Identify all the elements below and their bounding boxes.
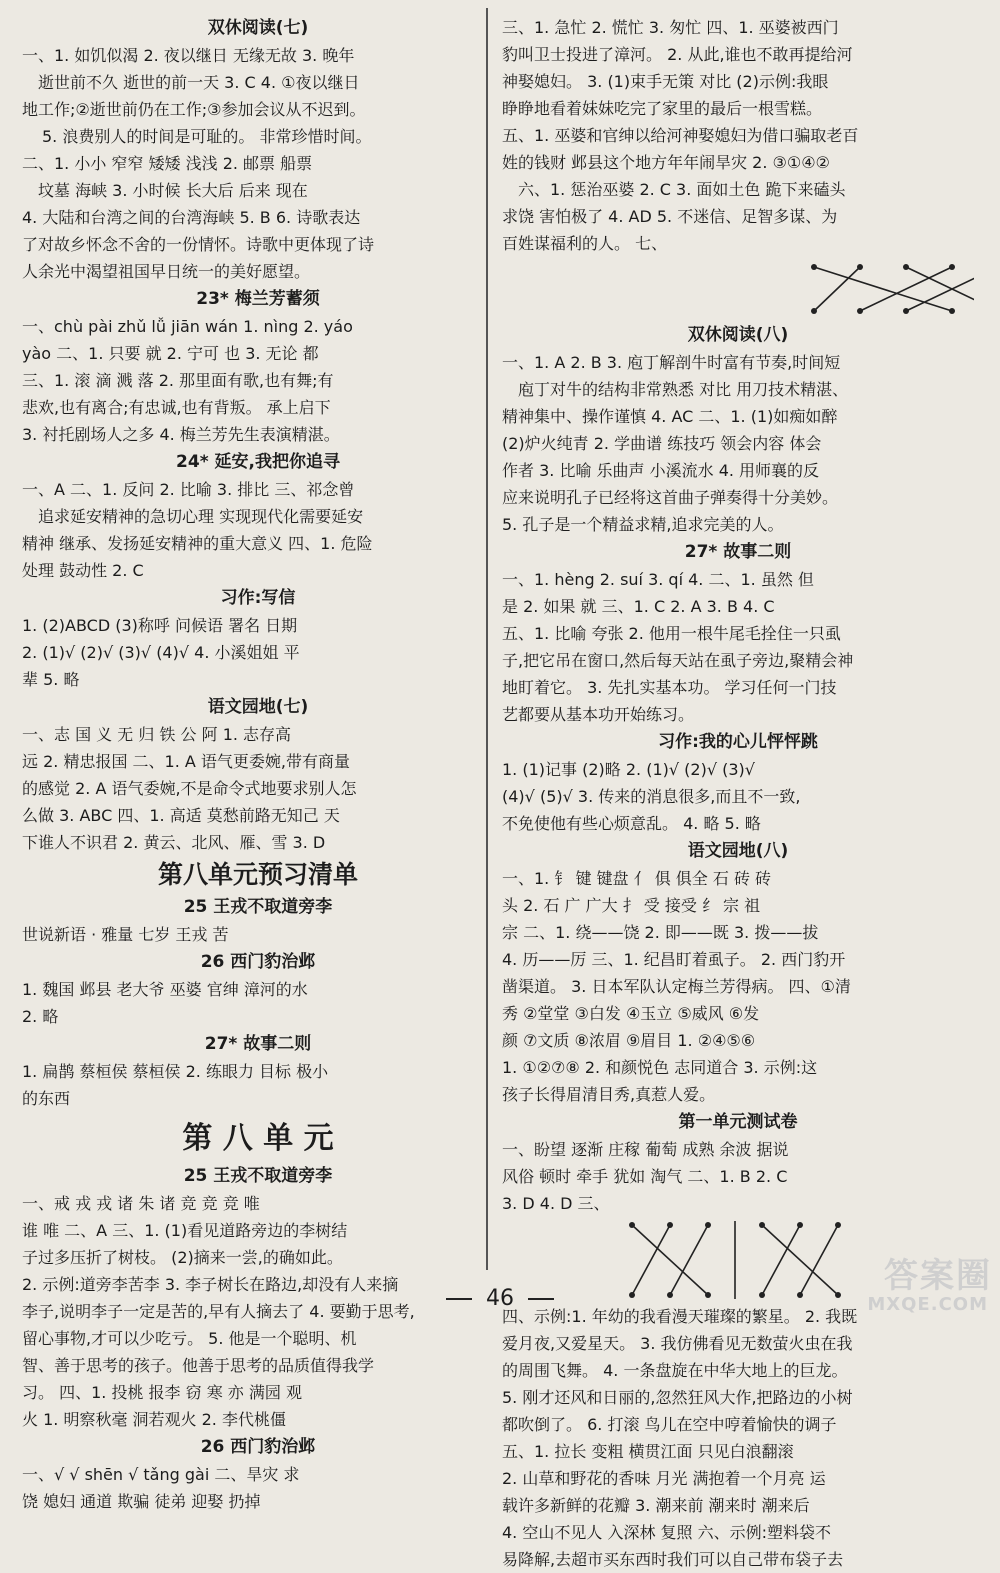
answer-line: 五、1. 拉长 变粗 横贯江面 只见白浪翻滚 bbox=[502, 1442, 794, 1461]
matching-dot bbox=[667, 1222, 673, 1228]
answer-line: 孩子长得眉清目秀,真惹人爱。 bbox=[502, 1085, 716, 1104]
answer-line: 5. 刚才还风和日丽的,忽然狂风大作,把路边的小树 bbox=[502, 1388, 853, 1407]
answer-line: 颜 ⑦文质 ⑧浓眉 ⑨眉目 1. ②④⑤⑥ bbox=[502, 1031, 756, 1050]
matching-dot bbox=[705, 1222, 711, 1228]
section-heading: 27* 故事二则 bbox=[684, 542, 792, 562]
answer-line: 3. 衬托剧场人之多 4. 梅兰芳先生表演精湛。 bbox=[22, 425, 340, 444]
matching-dot bbox=[835, 1222, 841, 1228]
answer-line: 百姓谋福利的人。 七、 bbox=[502, 234, 668, 253]
page-dash-right bbox=[528, 1298, 554, 1300]
section-heading: 27* 故事二则 bbox=[204, 1034, 312, 1054]
answer-line: 精神集中、操作谨慎 4. AC 二、1. (1)如痴如醉 bbox=[502, 407, 838, 426]
answer-line: 的周围飞舞。 4. 一条盘旋在中华大地上的巨龙。 bbox=[502, 1361, 848, 1380]
answer-line: 饶 媳妇 通道 欺骗 徒弟 迎娶 扔掉 bbox=[22, 1492, 261, 1511]
answer-line: 睁睁地看着妹妹吃完了家里的最后一根雪糕。 bbox=[502, 99, 823, 118]
answer-line: 子过多压折了树枝。 (2)摘来一尝,的确如此。 bbox=[22, 1248, 343, 1267]
answer-line: 一、chù pài zhǔ lǚ jiān wán 1. nìng 2. yáo bbox=[22, 317, 353, 336]
answer-line: 作者 3. 比喻 乐曲声 小溪流水 4. 用师襄的反 bbox=[502, 461, 820, 480]
answer-line: 逝世前不久 逝世的前一天 3. C 4. ①夜以继日 bbox=[38, 73, 360, 92]
watermark-logo bbox=[842, 1256, 992, 1320]
answer-line: 地盯着它。 3. 先扎实基本功。 学习任何一门技 bbox=[502, 678, 837, 697]
answer-line: 智、善于思考的孩子。他善于思考的品质值得我学 bbox=[22, 1356, 375, 1375]
answer-line: 5. 浪费别人的时间是可耻的。 非常珍惜时间。 bbox=[42, 127, 372, 146]
answer-line: 五、1. 巫婆和官绅以给河神娶媳妇为借口骗取老百 bbox=[502, 126, 859, 145]
answer-line: 秀 ②堂堂 ③白发 ④玉立 ⑤威风 ⑥发 bbox=[502, 1004, 760, 1023]
answer-line: 载许多新鲜的花瓣 3. 潮来前 潮来时 潮来后 bbox=[502, 1496, 810, 1515]
section-heading: 第八单元预习清单 bbox=[157, 860, 358, 889]
answer-line: 1. 扁鹊 蔡桓侯 蔡桓侯 2. 练眼力 目标 极小 bbox=[22, 1062, 329, 1081]
answer-line: 留心事物,才可以少吃亏。 5. 他是一个聪明、机 bbox=[22, 1329, 357, 1348]
answer-line: 一、志 国 义 无 归 铁 公 阿 1. 志存高 bbox=[22, 725, 292, 744]
answer-line: 李子,说明李子一定是苦的,早有人摘去了 4. 要勤于思考, bbox=[22, 1302, 415, 1321]
section-heading: 习作:写信 bbox=[220, 588, 296, 608]
answer-line: 远 2. 精忠报国 二、1. A 语气更委婉,带有商量 bbox=[22, 752, 350, 771]
page-dash-left bbox=[446, 1298, 472, 1300]
matching-dot bbox=[811, 264, 817, 270]
answer-line: 1. 魏国 邺县 老大爷 巫婆 官绅 漳河的水 bbox=[22, 980, 308, 999]
answer-line: 凿渠道。 3. 日本军队认定梅兰芳得病。 四、①清 bbox=[502, 977, 851, 996]
watermark-url: MXQE.COM bbox=[867, 1294, 988, 1315]
answer-line: 悲欢,也有离合;有忠诚,也有背叛。 承上启下 bbox=[22, 398, 331, 417]
answer-line: 4. 历——厉 三、1. 纪昌盯着虱子。 2. 西门豹开 bbox=[502, 950, 846, 969]
page-number-text: 46 bbox=[486, 1286, 514, 1311]
watermark-brand: 答案圈 bbox=[884, 1256, 992, 1296]
answer-line: 求饶 害怕极了 4. AD 5. 不迷信、足智多谋、为 bbox=[502, 207, 838, 226]
answer-line: 1. (2)ABCD (3)称呼 问候语 署名 日期 bbox=[22, 616, 298, 635]
matching-dot bbox=[857, 308, 863, 314]
section-heading: 语文园地(八) bbox=[687, 841, 789, 861]
answer-line: 2. 山草和野花的香味 月光 满抱着一个月亮 运 bbox=[502, 1469, 826, 1488]
answer-line: 1. (1)记事 (2)略 2. (1)√ (2)√ (3)√ bbox=[502, 760, 755, 779]
answer-line: 子,把它吊在窗口,然后每天站在虱子旁边,聚精会神 bbox=[502, 651, 854, 670]
answer-line: 2. 略 bbox=[22, 1007, 59, 1026]
answer-line: 一、√ √ shēn √ tǎng gài 二、旱灾 求 bbox=[22, 1465, 300, 1484]
section-heading: 双休阅读(八) bbox=[687, 325, 789, 345]
answer-line: 4. 大陆和台湾之间的台湾海峡 5. B 6. 诗歌表达 bbox=[22, 208, 361, 227]
answer-line: 五、1. 比喻 夸张 2. 他用一根牛尾毛拴住一只虱 bbox=[502, 624, 841, 643]
column-divider bbox=[486, 8, 488, 1270]
matching-dot bbox=[811, 308, 817, 314]
matching-line bbox=[860, 267, 952, 311]
matching-dot bbox=[949, 264, 955, 270]
answer-line: 一、A 二、1. 反问 2. 比喻 3. 排比 三、祁念曾 bbox=[22, 480, 355, 499]
section-heading: 26 西门豹治邺 bbox=[200, 952, 316, 972]
answer-line: 二、1. 小小 窄窄 矮矮 浅浅 2. 邮票 船票 bbox=[22, 154, 313, 173]
answer-line: 头 2. 石 广 广大 扌 受 接受 纟 宗 祖 bbox=[502, 896, 761, 915]
answer-line: 处理 鼓动性 2. C bbox=[22, 561, 144, 580]
answer-line: 的感觉 2. A 语气委婉,不是命令式地要求别人怎 bbox=[22, 779, 357, 798]
answer-line: 应来说明孔子已经将这首曲子弹奏得十分美妙。 bbox=[502, 488, 839, 507]
answer-line: 5. 孔子是一个精益求精,追求完美的人。 bbox=[502, 515, 784, 534]
answer-line: 一、1. A 2. B 3. 庖丁解剖牛时富有节奏,时间短 bbox=[502, 353, 841, 372]
answer-line: 了对故乡怀念不舍的一份情怀。诗歌中更体现了诗 bbox=[22, 235, 375, 254]
answer-line: 么做 3. ABC 四、1. 高适 莫愁前路无知己 天 bbox=[22, 806, 340, 825]
answer-line: 艺都要从基本功开始练习。 bbox=[502, 705, 695, 724]
section-heading: 25 王戎不取道旁李 bbox=[183, 1166, 333, 1186]
answer-line: 姓的钱财 邺县这个地方年年闹旱灾 2. ③①④② bbox=[502, 153, 830, 172]
matching-line bbox=[814, 267, 952, 311]
section-heading: 25 王戎不取道旁李 bbox=[183, 897, 333, 917]
answer-line: 宗 二、1. 绕——饶 2. 即——既 3. 拨——拔 bbox=[502, 923, 819, 942]
answer-line: 地工作;②逝世前仍在工作;③参加会议从不迟到。 bbox=[22, 100, 366, 119]
answer-line: 风俗 顿时 牵手 犹如 淘气 二、1. B 2. C bbox=[502, 1167, 788, 1186]
answer-line: 3. D 4. D 三、 bbox=[502, 1194, 610, 1213]
answer-line: 易降解,去超市买东西时我们可以自己带布袋子去 bbox=[502, 1550, 844, 1569]
answer-line: 神娶媳妇。 3. (1)束手无策 对比 (2)示例:我眼 bbox=[502, 72, 829, 91]
answer-line: 2. (1)√ (2)√ (3)√ (4)√ 4. 小溪姐姐 平 bbox=[22, 643, 300, 662]
answer-line: 爱月夜,又爱星天。 3. 我仿佛看见无数萤火虫在我 bbox=[502, 1334, 853, 1353]
answer-line: 一、1. 钅 键 键盘 亻 俱 俱全 石 砖 砖 bbox=[502, 869, 772, 888]
answer-line: 2. 示例:道旁李苦李 3. 李子树长在路边,却没有人来摘 bbox=[22, 1275, 399, 1294]
answer-line: 是 2. 如果 就 三、1. C 2. A 3. B 4. C bbox=[502, 597, 775, 616]
answer-line: 1. ①②⑦⑧ 2. 和颜悦色 志同道合 3. 示例:这 bbox=[502, 1058, 818, 1077]
section-heading: 第一单元测试卷 bbox=[678, 1112, 798, 1132]
matching-dot bbox=[857, 264, 863, 270]
section-heading: 习作:我的心儿怦怦跳 bbox=[658, 732, 818, 752]
matching-dot bbox=[903, 308, 909, 314]
answer-line: 的东西 bbox=[22, 1089, 71, 1108]
matching-dot bbox=[903, 264, 909, 270]
section-heading: 双休阅读(七) bbox=[207, 18, 309, 38]
answer-line: 4. 空山不见人 入深林 复照 六、示例:塑料袋不 bbox=[502, 1523, 832, 1542]
answer-line: 一、1. hèng 2. suí 3. qí 4. 二、1. 虽然 但 bbox=[502, 570, 814, 589]
answer-line: yào 二、1. 只要 就 2. 宁可 也 3. 无论 都 bbox=[22, 344, 319, 363]
section-heading: 24* 延安,我把你追寻 bbox=[176, 452, 340, 472]
answer-line: 谁 唯 二、A 三、1. (1)看见道路旁边的李树结 bbox=[22, 1221, 348, 1240]
matching-dot bbox=[949, 308, 955, 314]
answer-line: 火 1. 明察秋毫 洞若观火 2. 李代桃僵 bbox=[22, 1410, 286, 1429]
matching-dot bbox=[759, 1222, 765, 1228]
answer-line: 精神 继承、发扬延安精神的重大意义 四、1. 危险 bbox=[22, 534, 373, 553]
answer-line: 一、1. 如饥似渴 2. 夜以继日 无缘无故 3. 晚年 bbox=[22, 46, 355, 65]
matching-dot bbox=[629, 1222, 635, 1228]
answer-line: 习。 四、1. 投桃 报李 窃 寒 亦 满园 观 bbox=[22, 1383, 302, 1402]
answer-line: 四、示例:1. 年幼的我看漫天璀璨的繁星。 2. 我既 bbox=[502, 1307, 858, 1326]
right-column bbox=[502, 14, 974, 1573]
section-heading: 语文园地(七) bbox=[207, 697, 309, 717]
answer-line: 不免使他有些心烦意乱。 4. 略 5. 略 bbox=[502, 814, 761, 833]
answer-line: (4)√ (5)√ 3. 传来的消息很多,而且不一致, bbox=[502, 787, 801, 806]
answer-line: 世说新语 · 雅量 七岁 王戎 苦 bbox=[22, 925, 229, 944]
answer-line: 坟墓 海峡 3. 小时候 长大后 后来 现在 bbox=[38, 181, 308, 200]
answer-line: 三、1. 滚 滴 溅 落 2. 那里面有歌,也有舞;有 bbox=[22, 371, 334, 390]
matching-dot bbox=[797, 1222, 803, 1228]
matching-lines-diagram bbox=[502, 257, 974, 321]
answer-line: 都吹倒了。 6. 打滚 鸟儿在空中哼着愉快的调子 bbox=[502, 1415, 837, 1434]
answer-line: 追求延安精神的急切心理 实现现代化需要延安 bbox=[38, 507, 364, 526]
answer-line: 豹叫卫士投进了漳河。 2. 从此,谁也不敢再提给河 bbox=[502, 45, 853, 64]
answer-line: 辈 5. 略 bbox=[22, 670, 80, 689]
answer-line: 人余光中渴望祖国早日统一的美好愿望。 bbox=[22, 262, 311, 281]
answer-line: 一、戒 戎 戎 诸 朱 诸 竞 竞 竞 唯 bbox=[22, 1194, 260, 1213]
answer-line: (2)炉火纯青 2. 学曲谱 练技巧 领会内容 体会 bbox=[502, 434, 822, 453]
section-heading: 26 西门豹治邺 bbox=[200, 1437, 316, 1457]
answer-line: 一、盼望 逐渐 庄稼 葡萄 成熟 余波 据说 bbox=[502, 1140, 789, 1159]
section-heading: 第 八 单 元 bbox=[182, 1121, 334, 1156]
answer-line: 三、1. 急忙 2. 慌忙 3. 匆忙 四、1. 巫婆被西门 bbox=[502, 18, 839, 37]
answer-line: 下谁人不识君 2. 黄云、北风、雁、雪 3. D bbox=[22, 833, 326, 852]
answer-line: 六、1. 惩治巫婆 2. C 3. 面如土色 跪下来磕头 bbox=[518, 180, 846, 199]
answer-line: 庖丁对牛的结构非常熟悉 对比 用刀技术精湛、 bbox=[518, 380, 849, 399]
section-heading: 23* 梅兰芳蓄须 bbox=[196, 289, 320, 309]
